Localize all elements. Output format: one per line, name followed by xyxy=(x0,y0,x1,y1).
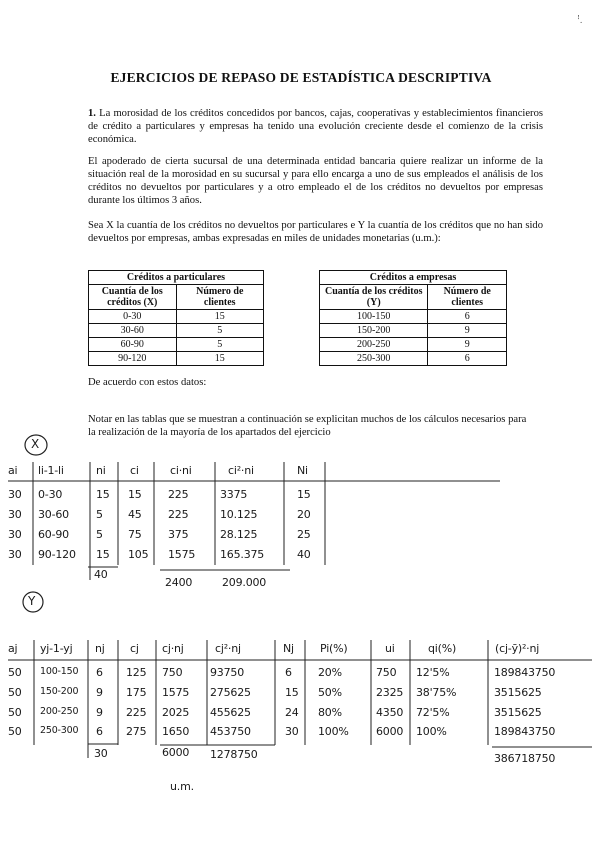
hand-x-cell: 60-90 xyxy=(38,528,69,541)
table-cell: 250-300 xyxy=(320,352,428,366)
hand-x-header: li-1-li xyxy=(38,464,64,477)
hand-x-cell: 225 xyxy=(168,488,189,501)
table-cell: 30-60 xyxy=(89,324,177,338)
table-cell: 15 xyxy=(176,310,264,324)
hand-x-cell: 1575 xyxy=(168,548,196,561)
hand-y-cell: 100% xyxy=(416,725,447,738)
hand-y-cell: 24 xyxy=(285,706,299,719)
hand-y-cell: 453750 xyxy=(210,725,251,738)
table-cell: 9 xyxy=(428,338,507,352)
table-cell: 5 xyxy=(176,324,264,338)
hand-x-cell: 105 xyxy=(128,548,149,561)
hand-x-cell: 5 xyxy=(96,528,103,541)
hand-y-cell: 250-300 xyxy=(40,725,79,736)
hand-y-header: aj xyxy=(8,642,18,655)
table-cell: 6 xyxy=(428,352,507,366)
hand-y-cell: 30 xyxy=(285,725,299,738)
hand-y-header: cj²·nj xyxy=(215,642,241,655)
hand-x-cell: 75 xyxy=(128,528,142,541)
note-text: Notar en las tablas que se muestran a continuación se explicitan muchos de los cálculos necesarios para la realización de la mayoría de los apartados del ejercicio xyxy=(88,414,527,438)
hand-y-cell: 189843750 xyxy=(494,725,556,738)
hand-y-header: Nj xyxy=(283,642,294,655)
corner-mark: ꜝ. xyxy=(577,15,583,25)
hand-y-cell: 50% xyxy=(318,686,342,699)
hand-y-cell: 125 xyxy=(126,666,147,679)
hand-y-header: cj·nj xyxy=(162,642,184,655)
hand-x-cell: 15 xyxy=(96,548,110,561)
hand-y-cell: 100-150 xyxy=(40,666,79,677)
table-cell: 100-150 xyxy=(320,310,428,324)
table-cell: 6 xyxy=(428,310,507,324)
hand-y-cell: 80% xyxy=(318,706,342,719)
hand-x-cell: 40 xyxy=(297,548,311,561)
table-cell: 0-30 xyxy=(89,310,177,324)
hand-y-cell: 1650 xyxy=(162,725,190,738)
hand-x-cell: 25 xyxy=(297,528,311,541)
hand-x-cell: 30 xyxy=(8,508,22,521)
hand-y-cell: 15 xyxy=(285,686,299,699)
hand-y-total-dev: 386718750 xyxy=(494,752,556,765)
hand-x-header: ci²·ni xyxy=(228,464,254,477)
table-cell: 9 xyxy=(428,324,507,338)
hand-x-cell: 0-30 xyxy=(38,488,63,501)
hand-x-header: ci·ni xyxy=(170,464,192,477)
hand-x-cell: 30 xyxy=(8,488,22,501)
hand-x-cell: 165.375 xyxy=(220,548,265,561)
hand-y-cell: 150-200 xyxy=(40,686,79,697)
hand-x-cell: 45 xyxy=(128,508,142,521)
hand-y-cell: 275 xyxy=(126,725,147,738)
after-tables-text: De acuerdo con estos datos: xyxy=(88,377,207,388)
hand-y-label: Y xyxy=(28,594,36,608)
hand-y-total-c2n: 1278750 xyxy=(210,748,258,761)
hand-x-cell: 30-60 xyxy=(38,508,69,521)
hand-y-cell: 72'5% xyxy=(416,706,450,719)
hand-y-cell: 4350 xyxy=(376,706,404,719)
hand-x-header: ci xyxy=(130,464,139,477)
hand-y-cell: 3515625 xyxy=(494,686,542,699)
hand-y-header: Pi(%) xyxy=(320,642,348,655)
hand-x-header: ni xyxy=(96,464,106,477)
document-title: EJERCICIOS DE REPASO DE ESTADÍSTICA DESCRIPTIVA xyxy=(110,70,492,85)
hand-y-cell: 50 xyxy=(8,686,22,699)
hand-x-cell: 225 xyxy=(168,508,189,521)
hand-y-cell: 50 xyxy=(8,706,22,719)
hand-y-cell: 6 xyxy=(285,666,292,679)
hand-y-cell: 12'5% xyxy=(416,666,450,679)
hand-y-cell: 275625 xyxy=(210,686,251,699)
hand-y-cell: 20% xyxy=(318,666,342,679)
hand-x-total-n: 40 xyxy=(94,568,108,581)
hand-x-cell: 3375 xyxy=(220,488,248,501)
hand-y-cell: 50 xyxy=(8,666,22,679)
hand-y-cell: 6000 xyxy=(376,725,404,738)
hand-y-cell: 2025 xyxy=(162,706,190,719)
hand-x-total-cn: 2400 xyxy=(165,576,193,589)
table-x-col1: Cuantía de los créditos (X) xyxy=(89,285,177,310)
hand-x-cell: 90-120 xyxy=(38,548,76,561)
intro-paragraph-3: Sea X la cuantía de los créditos no devueltos por particulares e Y la cuantía de los créditos que no han sido devueltos por empresas, ambas expresadas en miles de unidades monetarias (u.m.): xyxy=(88,220,543,244)
hand-y-cell: 6 xyxy=(96,666,103,679)
table-x-col2: Número de clientes xyxy=(176,285,264,310)
hand-y-total-n: 30 xyxy=(94,747,108,760)
hand-y-cell: 750 xyxy=(376,666,397,679)
table-cell: 90-120 xyxy=(89,352,177,366)
hand-y-cell: 225 xyxy=(126,706,147,719)
table-y-col1: Cuantía de los créditos (Y) xyxy=(320,285,428,310)
exercise-number: 1. xyxy=(88,108,96,119)
hand-y-cell: 455625 xyxy=(210,706,251,719)
hand-y-cell: 189843750 xyxy=(494,666,556,679)
hand-y-total-cn: 6000 xyxy=(162,746,190,759)
hand-y-cell: 9 xyxy=(96,706,103,719)
hand-y-header: ui xyxy=(385,642,395,655)
hand-y-cell: 50 xyxy=(8,725,22,738)
hand-y-header: (cj-ȳ)²·nj xyxy=(495,642,540,655)
hand-y-cell: 6 xyxy=(96,725,103,738)
hand-x-cell: 375 xyxy=(168,528,189,541)
hand-x-cell: 5 xyxy=(96,508,103,521)
hand-x-cell: 30 xyxy=(8,528,22,541)
intro-paragraph-2: El apoderado de cierta sucursal de una determinada entidad bancaria quiere realizar un informe de la situación real de la morosidad en su sucursal y para ello encarga a uno de sus empleados el análisis de los créditos no devueltos por particulares y a otro empleado el de los créditos no devueltos por empresas durante los últimos 3 años. xyxy=(88,156,543,206)
hand-y-cell: 175 xyxy=(126,686,147,699)
table-y-col2: Número de clientes xyxy=(428,285,507,310)
hand-y-unit-mark: u.m. xyxy=(170,780,194,793)
hand-y-header: qi(%) xyxy=(428,642,457,655)
table-cell: 60-90 xyxy=(89,338,177,352)
hand-y-cell: 100% xyxy=(318,725,349,738)
table-cell: 200-250 xyxy=(320,338,428,352)
hand-x-label: X xyxy=(31,437,40,451)
hand-y-header: cj xyxy=(130,642,139,655)
hand-y-cell: 3515625 xyxy=(494,706,542,719)
table-cell: 15 xyxy=(176,352,264,366)
hand-y-cell: 1575 xyxy=(162,686,190,699)
hand-y-cell: 200-250 xyxy=(40,706,79,717)
hand-x-cell: 15 xyxy=(297,488,311,501)
hand-x-cell: 28.125 xyxy=(220,528,258,541)
hand-x-cell: 30 xyxy=(8,548,22,561)
hand-y-header: nj xyxy=(95,642,105,655)
hand-y-cell: 38'75% xyxy=(416,686,457,699)
table-cell: 5 xyxy=(176,338,264,352)
table-y-caption: Créditos a empresas xyxy=(320,271,507,285)
hand-y-header: yj-1-yj xyxy=(40,642,73,655)
hand-x-header: Ni xyxy=(297,464,308,477)
hand-x-cell: 15 xyxy=(128,488,142,501)
hand-x-cell: 10.125 xyxy=(220,508,258,521)
hand-y-cell: 750 xyxy=(162,666,183,679)
table-x-caption: Créditos a particulares xyxy=(89,271,264,285)
hand-x-total-c2n: 209.000 xyxy=(222,576,267,589)
intro-text-1: La morosidad de los créditos concedidos por bancos, cajas, cooperativas y establecimientos financieros de crédito a particulares y empresas ha tenido una evolución creciente desde el comienzo de la crisis económica. xyxy=(88,108,543,145)
table-cell: 150-200 xyxy=(320,324,428,338)
hand-x-cell: 15 xyxy=(96,488,110,501)
hand-y-cell: 9 xyxy=(96,686,103,699)
hand-y-cell: 93750 xyxy=(210,666,244,679)
hand-x-cell: 20 xyxy=(297,508,311,521)
hand-x-header: ai xyxy=(8,464,18,477)
hand-y-cell: 2325 xyxy=(376,686,404,699)
